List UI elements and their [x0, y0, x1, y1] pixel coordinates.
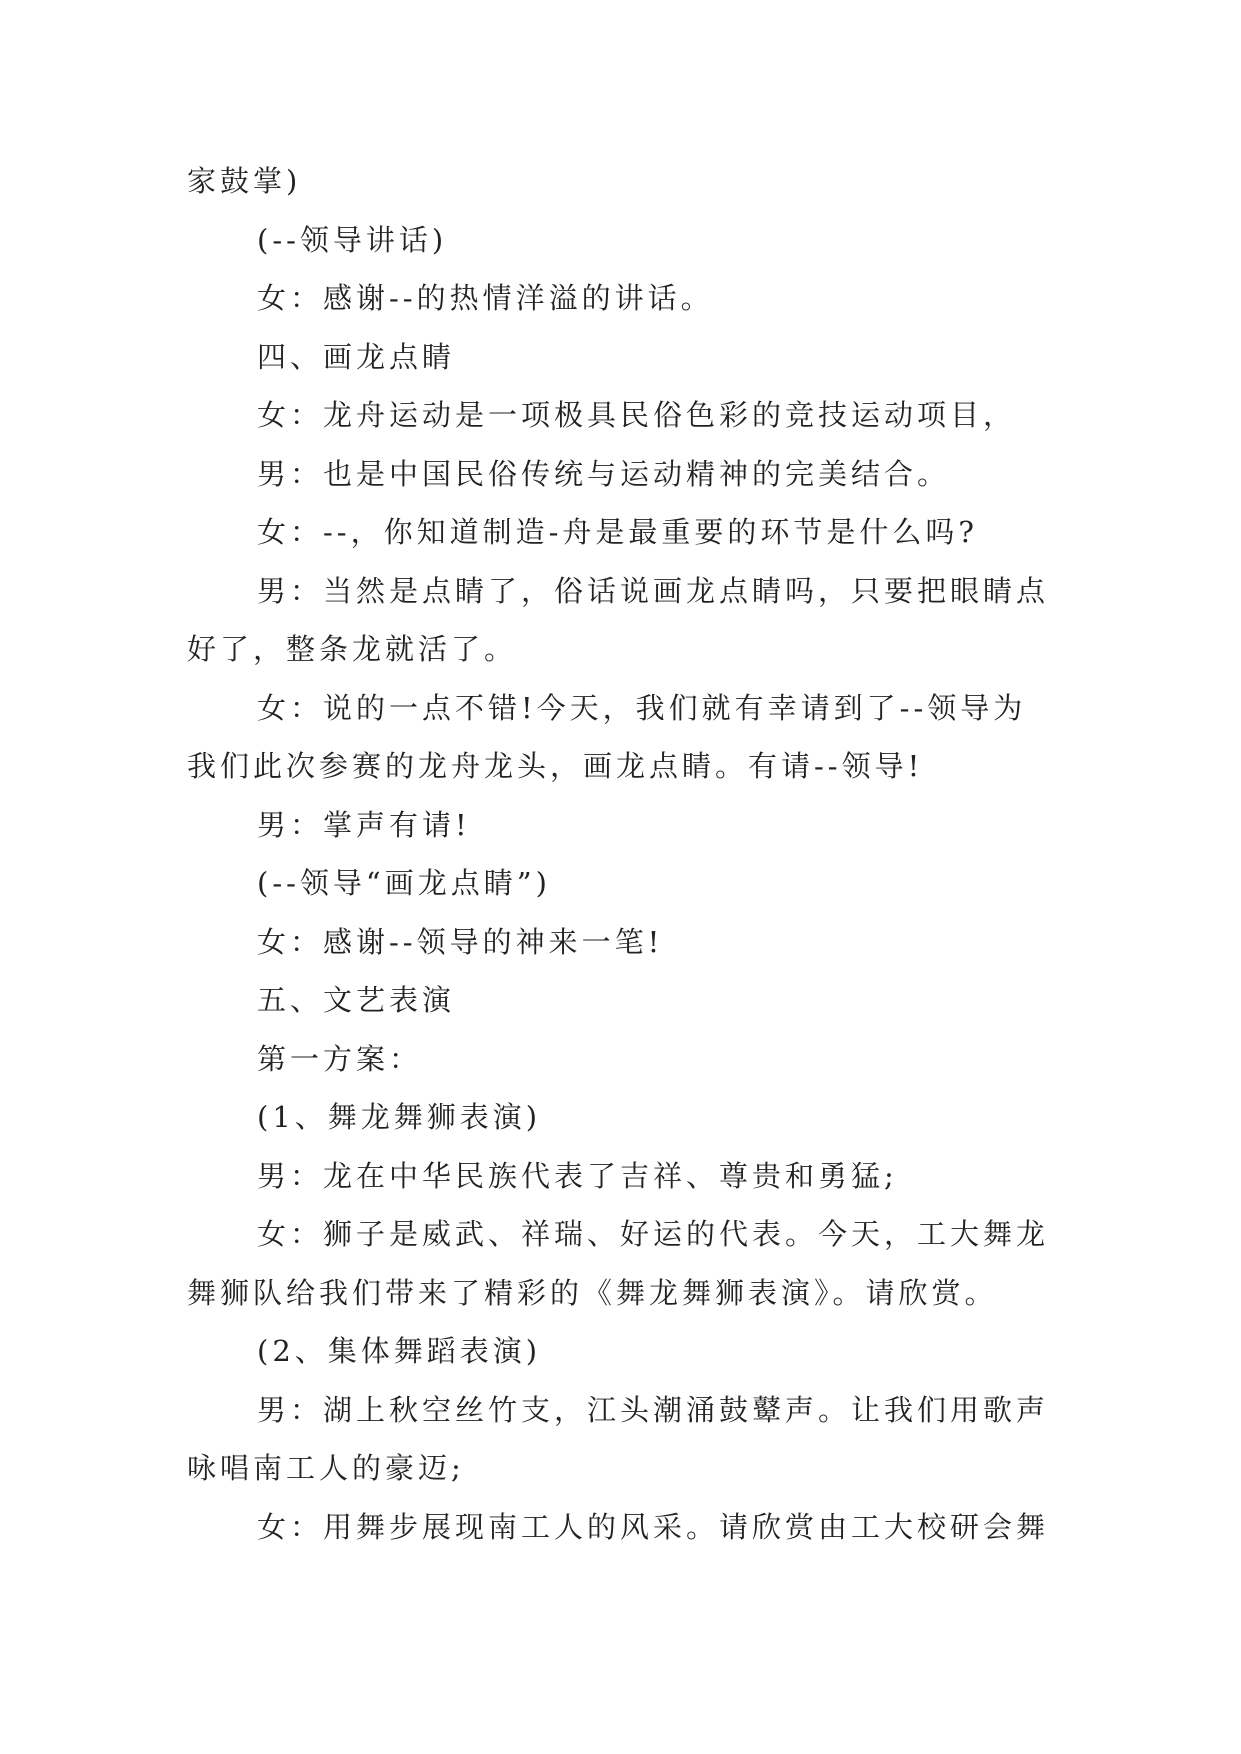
- text-line: 第一方案：: [257, 1041, 423, 1076]
- text-line: 女：狮子是威武、祥瑞、好运的代表。今天，工大舞龙: [257, 1217, 1050, 1251]
- text-line: 男：湖上秋空丝竹支，江头潮涌鼓鼙声。让我们用歌声: [257, 1392, 1050, 1427]
- text-line: (1、舞龙舞狮表演): [257, 1100, 542, 1134]
- text-line: 女：龙舟运动是一项极具民俗色彩的竞技运动项目，: [257, 398, 1017, 432]
- text-line: 好了，整条龙就活了。: [187, 632, 518, 666]
- text-line: 女：感谢--领导的神来一笔!: [257, 924, 664, 959]
- text-line: 女：--，你知道制造-舟是最重要的环节是什么吗?: [257, 515, 978, 549]
- text-line: 男：掌声有请!: [257, 807, 471, 842]
- text-line: (--领导讲话): [257, 222, 448, 257]
- text-line: 男：龙在中华民族代表了吉祥、尊贵和勇猛;: [257, 1158, 898, 1193]
- text-line: 家鼓掌): [187, 164, 302, 198]
- text-line: 我们此次参赛的龙舟龙头，画龙点睛。有请--领导!: [187, 749, 924, 783]
- text-line: 男：当然是点睛了，俗话说画龙点睛吗，只要把眼睛点: [257, 573, 1050, 608]
- document-body: [187, 152, 1057, 1556]
- text-line: 男：也是中国民俗传统与运动精神的完美结合。: [257, 456, 951, 491]
- text-line: (--领导“画龙点睛”): [257, 866, 551, 900]
- section-heading: 五、文艺表演: [257, 983, 456, 1017]
- section-heading: 四、画龙点睛: [257, 339, 456, 374]
- text-line: 女：感谢--的热情洋溢的讲话。: [257, 281, 714, 315]
- text-line: 女：说的一点不错!今天，我们就有幸请到了--领导为: [257, 690, 1027, 725]
- text-line: 女：用舞步展现南工人的风采。请欣赏由工大校研会舞: [257, 1509, 1050, 1544]
- text-line: 咏唱南工人的豪迈;: [187, 1451, 465, 1485]
- text-line: (2、集体舞蹈表演): [257, 1334, 542, 1368]
- text-line: 舞狮队给我们带来了精彩的《舞龙舞狮表演》。请欣赏。: [187, 1275, 998, 1310]
